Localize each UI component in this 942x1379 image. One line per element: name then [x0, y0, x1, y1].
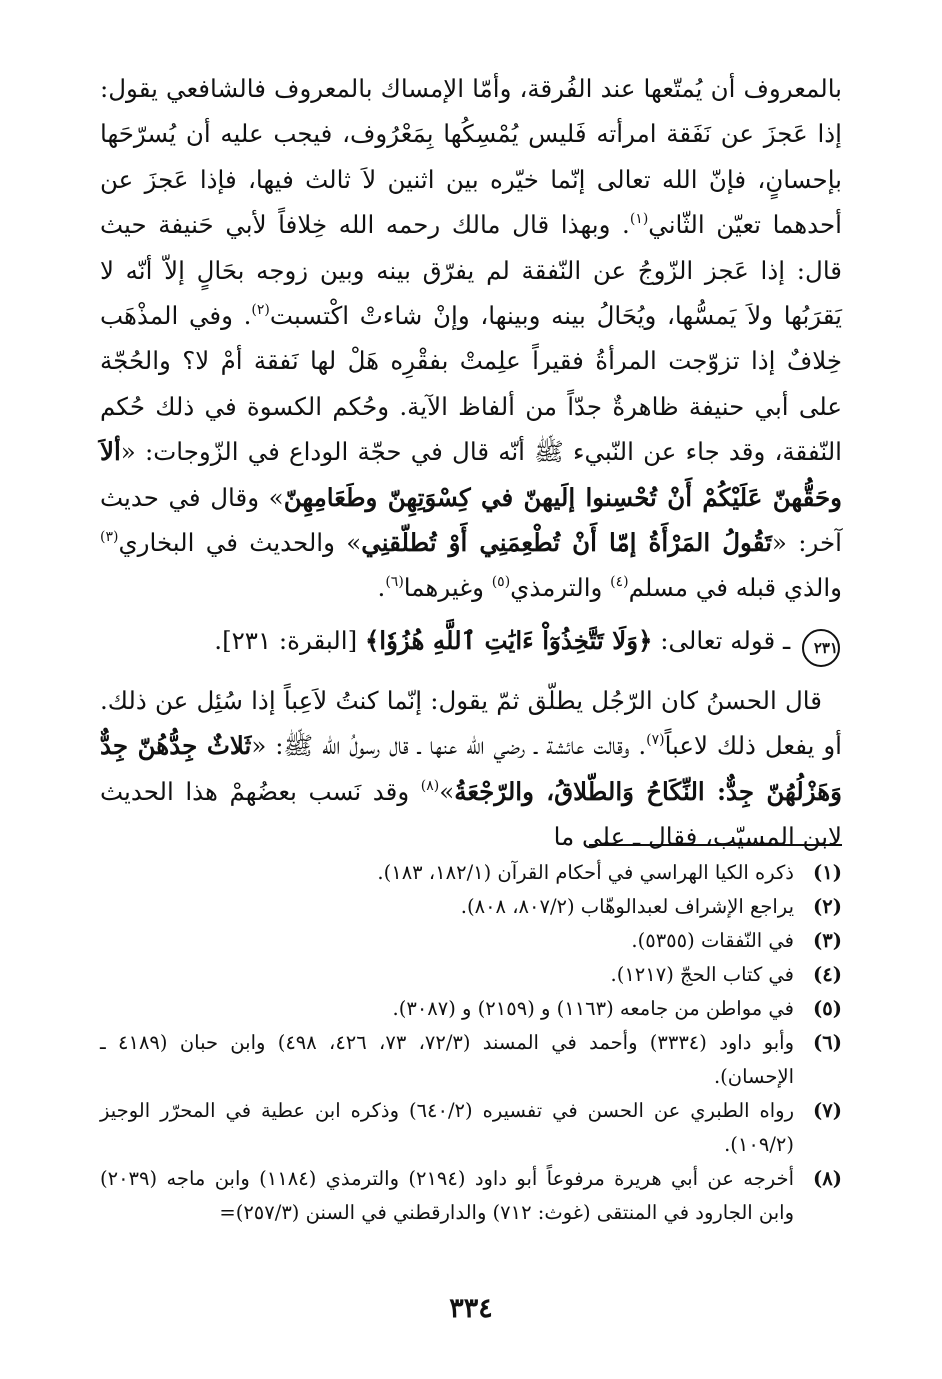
verse-heading	[100, 618, 842, 667]
footnote-item	[100, 992, 842, 1026]
text-segment: وغيرهما	[403, 573, 492, 603]
page-number: ٣٣٤	[449, 1293, 493, 1324]
text-segment: . وبهذا قال مالك رحمه الله خِلافاً لأبي حَنيفة حيث قال: إذا عَجز الزّوجُ عن النّفقة لم يفرّق بينه وبين زوجه بحَالٍ إلاّ أنّه لا يَقرَبُها ولاَ يَمسُّها، ويُحَالُ بينه وبينها، وإنْ شاءتْ اكْتسبت	[100, 210, 842, 331]
footnote-number: (١)	[813, 861, 842, 884]
text-segment: . وقالت عائشة ـ رضي الله عنها ـ قال رسولُ الله ﷺ: «	[251, 731, 647, 761]
footnote-item	[100, 1026, 842, 1094]
book-page	[100, 66, 843, 1324]
text-segment: »	[439, 776, 455, 806]
footnote-number: (٥)	[813, 997, 842, 1020]
paragraph-hasan	[100, 678, 842, 860]
footnote-text: في كتاب الحجّ (١٢١٧).	[610, 963, 794, 986]
footnote-item	[100, 856, 842, 890]
text-segment: » والحديث في البخاري	[118, 528, 362, 558]
verse-text: ﴿وَلَا تَتَّخِذُوٓاْ ءَايَٰتِ ٱللَّهِ هُزُوٗا﴾	[364, 625, 653, 655]
verse-number-badge: ٢٣١	[802, 629, 840, 667]
text-segment: . وفي المذْهَب خِلافٌ إذا تزوّجت المرأةُ فقيراً علِمتْ بفقْرِه هَلْ لها نَفقة أمْ لا؟ والحُجّة على أبي حنيفة ظاهرةٌ جدّاً من ألفاظ الآية. وحُكم الكسوة في ذلك حُكم النّفقة، وقد جاء عن النّبيء ﷺ أنّه قال في حجّة الوداع في الزّوجات: «	[100, 301, 842, 467]
footnote-text: أخرجه عن أبي هريرة مرفوعاً أبو داود (٢١٩٤) والترمذي (١١٨٤) وابن ماجه (٢٠٣٩) وابن الجارود في المنتقى (غوث: ٧١٢) والدارقطني في السنن (٢٥٧/٣)=	[100, 1167, 794, 1224]
text-segment: قال الحسنُ كان الرّجُل يطلّق ثمّ يقول: إنّما كنتُ لاَعِباً إذا سُئِل عن ذلك. أو يفعل ذلك لاعباً	[100, 685, 842, 761]
footnote-number: (٤)	[813, 963, 842, 986]
text-segment: والترمذي	[510, 573, 611, 603]
footnote-ref-1: (١)	[629, 211, 649, 228]
footnote-separator	[589, 844, 842, 846]
footnote-text: رواه الطبري عن الحسن في تفسيره (٦٤٠/٢) وذكره ابن عطية في المحرّر الوجيز (١٠٩/٢).	[100, 1099, 794, 1156]
text-segment: وقد نَسب بعضُهمْ هذا الحديث لابن المسيّب، فقال ـ على ما	[100, 776, 842, 852]
footnote-ref-5: (٥)	[491, 574, 511, 591]
footnote-text: وأبو داود (٣٣٣٤) وأحمد في المسند (٧٢/٣، ٧٣، ٤٢٦، ٤٩٨) وابن حبان (٤١٨٩ ـ الإحسان).	[100, 1031, 795, 1088]
text-segment: » وقال في حديث آخر: «	[100, 482, 842, 558]
text-segment: والذي قبله في مسلم	[628, 573, 842, 603]
hadith-quote: ثَلاثٌ جِدُّهُنّ جِدٌّ وَهَزْلُهُنّ جِدٌّ: النِّكَاحُ وَالطّلاقُ، والرّجْعَةُ	[100, 731, 843, 806]
paragraph-nafaqa	[100, 66, 842, 611]
footnote-item	[100, 1094, 842, 1162]
footnote-text: في مواطن من جامعه (١١٦٣) و (٢١٥٩) و (٣٠٨٧).	[392, 997, 794, 1020]
footnote-text: ذكره الكيا الهراسي في أحكام القرآن (١٨٢/١، ١٨٣).	[377, 861, 794, 884]
hadith-quote: تَقُولُ المَرْأَةُ إمّا أَنْ تُطْعِمَنِي أَوْ تُطلّقنِي	[361, 528, 772, 558]
footnote-number: (٣)	[813, 929, 842, 952]
footnote-number: (٢)	[813, 895, 842, 918]
text-segment: بالمعروف أن يُمتّعها عند الفُرقة، وأمّا الإمساك بالمعروف فالشافعي يقول: إذا عَجزَ عن نَفَقة امرأته فَليس يُمْسِكُها بِمَعْرُوف، فيجب عليه أن يُسرّحَها بإحسانٍ، فإنّ الله تعالى إنّما خيّره بين اثنين لاَ ثالث فيها، فإذا عَجزَ عن أحدهما تعيّن الثّاني	[100, 74, 842, 240]
footnote-text: يراجع الإشراف لعبدالوهّاب (٨٠٧/٢، ٨٠٨).	[460, 895, 794, 918]
footnote-item	[100, 890, 842, 924]
footnote-ref-6: (٦)	[385, 574, 404, 591]
footnote-item	[100, 1162, 842, 1230]
footnote-ref-7: (٧)	[646, 732, 665, 749]
footnote-number: (٧)	[813, 1099, 842, 1122]
footnote-number: (٦)	[813, 1031, 842, 1054]
footnote-ref-2: (٢)	[251, 302, 270, 319]
verse-reference: [البقرة: ٢٣١].	[214, 625, 365, 655]
footnote-item	[100, 958, 842, 992]
hadith-quote: ألاَ وحَقُّهنّ عَلَيْكُمْ أَنْ تُحْسِنوا إلَيهنّ في كِسْوَتِهِنّ وطَعَامِهِنّ	[100, 437, 843, 512]
footnote-item	[100, 924, 842, 958]
footnote-text: في النّفقات (٥٣٥٥).	[631, 929, 794, 952]
footnote-ref-8: (٨)	[420, 777, 440, 794]
footnote-ref-4: (٤)	[610, 574, 629, 591]
verse-prefix: ـ قوله تعالى:	[652, 625, 798, 655]
footnote-number: (٨)	[813, 1167, 842, 1190]
main-text	[100, 66, 842, 860]
footnote-ref-3: (٣)	[100, 529, 119, 546]
text-segment: .	[377, 573, 386, 603]
footnotes	[100, 856, 842, 1230]
